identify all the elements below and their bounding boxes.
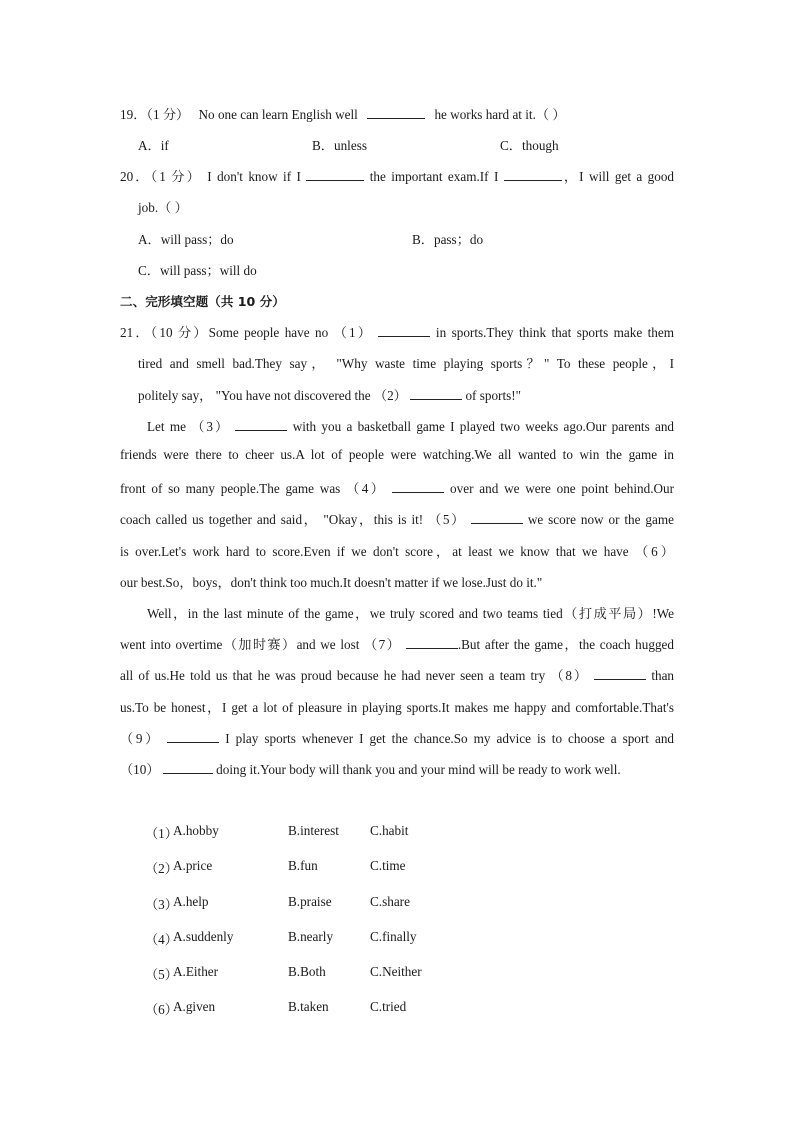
choice-option-c[interactable]: C.Neither: [370, 964, 422, 979]
passage-line: our best.So，boys，don't think too much.It doesn't matter if we lose.Just do it.": [120, 575, 543, 590]
choice-option-c[interactable]: C.time: [370, 858, 406, 873]
choice-option-b[interactable]: B.interest: [288, 823, 339, 838]
answer-blank-10[interactable]: [163, 772, 213, 774]
passage-line: us.To be honest，I get a lot of pleasure in playing sports.It makes me happy and comfortable.That's: [120, 700, 674, 715]
passage-line: [120, 509, 674, 528]
choice-number: （2）: [145, 861, 178, 876]
answer-blank-5[interactable]: [471, 522, 523, 524]
passage-text: .But after the game，the coach hugged: [457, 637, 675, 652]
passage-line: [120, 759, 621, 778]
choice-number: （1）: [145, 826, 178, 841]
passage-line: [120, 728, 674, 747]
choice-option-c[interactable]: C.tried: [370, 999, 407, 1014]
option-a[interactable]: A．will pass；do: [138, 232, 234, 247]
question-text: he works hard at it.（ ）: [434, 107, 566, 122]
passage-line: friends were there to cheer us.A lot of people were watching.We all wanted to win the game in: [120, 447, 674, 462]
choice-number: （5）: [145, 967, 178, 982]
passage-line: [120, 478, 674, 497]
passage-text: coach called us together and said， "Okay，this is it! （5）: [120, 512, 466, 527]
choice-option-a[interactable]: A.help: [173, 894, 209, 909]
choice-option-b[interactable]: B.praise: [288, 894, 332, 909]
passage-text: went into overtime（加时赛）and we lost （7）: [120, 637, 402, 652]
answer-blank-1[interactable]: [378, 335, 430, 337]
passage-line: [120, 322, 674, 341]
passage-line: [147, 416, 674, 435]
passage-text: over and we were one point behind.Our: [450, 481, 675, 496]
choice-option-c[interactable]: C.finally: [370, 929, 417, 944]
question-text: ，I will get a good: [561, 169, 675, 184]
passage-text: （10）: [120, 762, 160, 777]
answer-blank[interactable]: [306, 179, 364, 181]
option-b[interactable]: B．pass；do: [412, 232, 484, 247]
option-b[interactable]: B．unless: [312, 138, 367, 153]
question-text: I don't know if I: [207, 169, 301, 184]
question-number: 19．（1 分）: [120, 107, 190, 122]
passage-line: is over.Let's work hard to score.Even if we don't score，at least we know that we have （6）: [120, 544, 674, 559]
option-c[interactable]: C．will pass；will do: [138, 263, 257, 278]
answer-blank[interactable]: [504, 179, 562, 181]
choice-number: （3）: [145, 897, 178, 912]
section-heading: 二、完形填空题（共 10 分）: [120, 294, 285, 309]
passage-line: [120, 665, 674, 684]
question-19: [120, 104, 566, 123]
passage-text: （9）: [120, 731, 162, 746]
passage-text: of sports!": [465, 388, 522, 403]
answer-blank-4[interactable]: [392, 491, 444, 493]
choice-option-a[interactable]: A.price: [173, 858, 213, 873]
choice-option-a[interactable]: A.Either: [173, 964, 219, 979]
choice-option-b[interactable]: B.taken: [288, 999, 329, 1014]
passage-text: politely say， "You have not discovered the （2）: [138, 388, 407, 403]
choice-option-a[interactable]: A.hobby: [173, 823, 219, 838]
choice-number: （4）: [145, 932, 178, 947]
question-text: No one can learn English well: [198, 107, 358, 122]
passage-text: doing it.Your body will thank you and your mind will be ready to work well.: [216, 762, 621, 777]
answer-blank[interactable]: [367, 117, 425, 119]
passage-text: than: [651, 668, 675, 683]
choice-option-a[interactable]: A.suddenly: [173, 929, 234, 944]
passage-text: 21．（10 分）Some people have no （1）: [120, 325, 374, 340]
answer-blank-3[interactable]: [235, 429, 287, 431]
passage-line: Well，in the last minute of the game，we truly scored and two teams tied（打成平局）!We: [147, 606, 674, 621]
passage-text: with you a basketball game I played two weeks ago.Our parents and: [292, 419, 675, 434]
passage-text: I play sports whenever I get the chance.So my advice is to choose a sport and: [225, 731, 675, 746]
passage-line: tired and smell bad.They say， "Why waste time playing sports？" To these people，I: [138, 356, 674, 371]
choice-option-b[interactable]: B.Both: [288, 964, 326, 979]
passage-text: we score now or the game: [527, 512, 674, 527]
answer-blank-7[interactable]: [406, 647, 458, 649]
choice-option-a[interactable]: A.given: [173, 999, 216, 1014]
question-number: 20．（1 分）: [120, 169, 202, 184]
passage-text: front of so many people.The game was （4）: [120, 481, 387, 496]
passage-text: in sports.They think that sports make them: [435, 325, 675, 340]
question-20: [120, 166, 674, 185]
answer-blank-9[interactable]: [167, 741, 219, 743]
answer-blank-8[interactable]: [594, 678, 646, 680]
passage-line: [138, 385, 521, 404]
question-text: job.（ ）: [138, 200, 188, 215]
passage-text: all of us.He told us that he was proud because he had never seen a team try （8）: [120, 668, 589, 683]
choice-option-b[interactable]: B.fun: [288, 858, 318, 873]
passage-line: [120, 634, 674, 653]
choice-option-b[interactable]: B.nearly: [288, 929, 334, 944]
option-a[interactable]: A．if: [138, 138, 169, 153]
passage-text: Let me （3）: [147, 419, 231, 434]
choice-number: （6）: [145, 1002, 178, 1017]
question-text: the important exam.If I: [369, 169, 499, 184]
choice-option-c[interactable]: C.share: [370, 894, 410, 909]
choice-option-c[interactable]: C.habit: [370, 823, 409, 838]
option-c[interactable]: C．though: [500, 138, 559, 153]
answer-blank-2[interactable]: [410, 398, 462, 400]
